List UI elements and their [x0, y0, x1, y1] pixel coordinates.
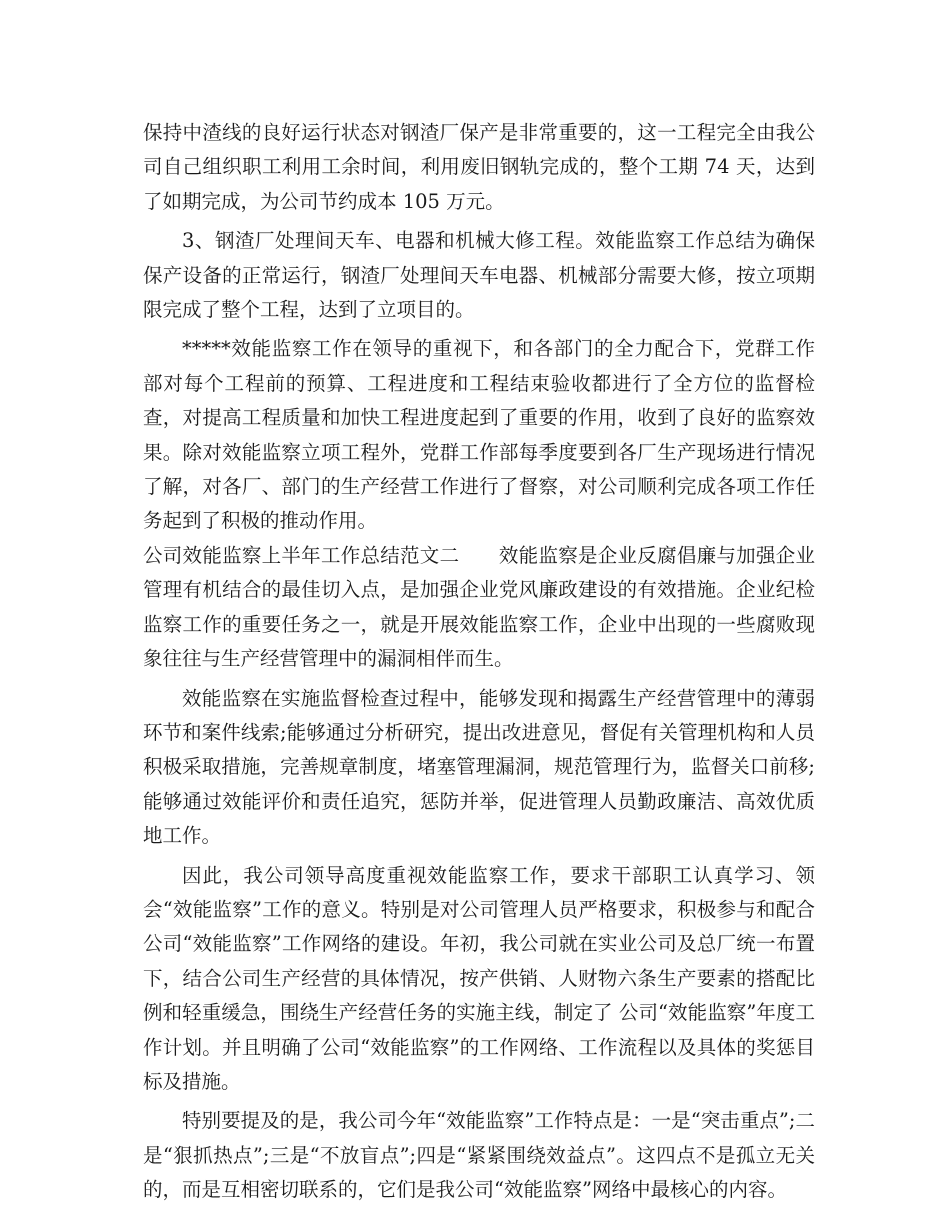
paragraph-7: 特别要提及的是，我公司今年“效能监察”工作特点是：一是“突击重点”;二是“狠抓热点”;三是“不放盲点”;四是“紧紧围绕效益点”。这四点不是孤立无关的，而是互相密切联系的，它们是我公司“效能监察”网络中最核心的内容。	[143, 1109, 815, 1202]
paragraph-4: 公司效能监察上半年工作总结范文二 效能监察是企业反腐倡廉与加强企业管理有机结合的最佳切入点，是加强企业党风廉政建设的有效措施。企业纪检监察工作的重要任务之一，就是开展效能监察工作，企业中出现的一些腐败现象往往与生产经营管理中的漏洞相伴而生。	[143, 543, 815, 671]
paragraph-3: *****效能监察工作在领导的重视下，和各部门的全力配合下，党群工作部对每个工程前的预算、工程进度和工程结束验收都进行了全方位的监督检查，对提高工程质量和加快工程进度起到了重要的作用，收到了良好的监察效果。除对效能监察立项工程外，党群工作部每季度要到各厂生产现场进行情况了解，对各厂、部门的生产经营工作进行了督察，对公司顺利完成各项工作任务起到了积极的推动作用。	[143, 337, 815, 533]
paragraph-5: 效能监察在实施监督检查过程中，能够发现和揭露生产经营管理中的薄弱环节和案件线索;能够通过分析研究，提出改进意见，督促有关管理机构和人员积极采取措施，完善规章制度，堵塞管理漏洞，规范管理行为，监督关口前移;能够通过效能评价和责任追究，惩防并举，促进管理人员勤政廉洁、高效优质地工作。	[143, 686, 815, 848]
paragraph-2: 3、钢渣厂处理间天车、电器和机械大修工程。效能监察工作总结为确保保产设备的正常运行，钢渣厂处理间天车电器、机械部分需要大修，按立项期限完成了整个工程，达到了立项目的。	[143, 229, 815, 322]
document-body	[143, 116, 815, 1208]
paragraph-6: 因此，我公司领导高度重视效能监察工作，要求干部职工认真学习、领会“效能监察”工作的意义。特别是对公司管理人员严格要求，积极参与和配合公司“效能监察”工作网络的建设。年初，我公司就在实业公司及总厂统一布置下，结合公司生产经营的具体情况，按产供销、人财物六条生产要素的搭配比例和轻重缓急，围绕生产经营任务的实施主线，制定了 公司“效能监察”年度工作计划。并且明确了公司“效能监察”的工作网络、工作流程以及具体的奖惩目标及措施。	[143, 863, 815, 1093]
paragraph-1: 保持中渣线的良好运行状态对钢渣厂保产是非常重要的，这一工程完全由我公司自己组织职工利用工余时间，利用废旧钢轨完成的，整个工期 74 天，达到了如期完成，为公司节约成本 105 万元。	[143, 121, 815, 213]
